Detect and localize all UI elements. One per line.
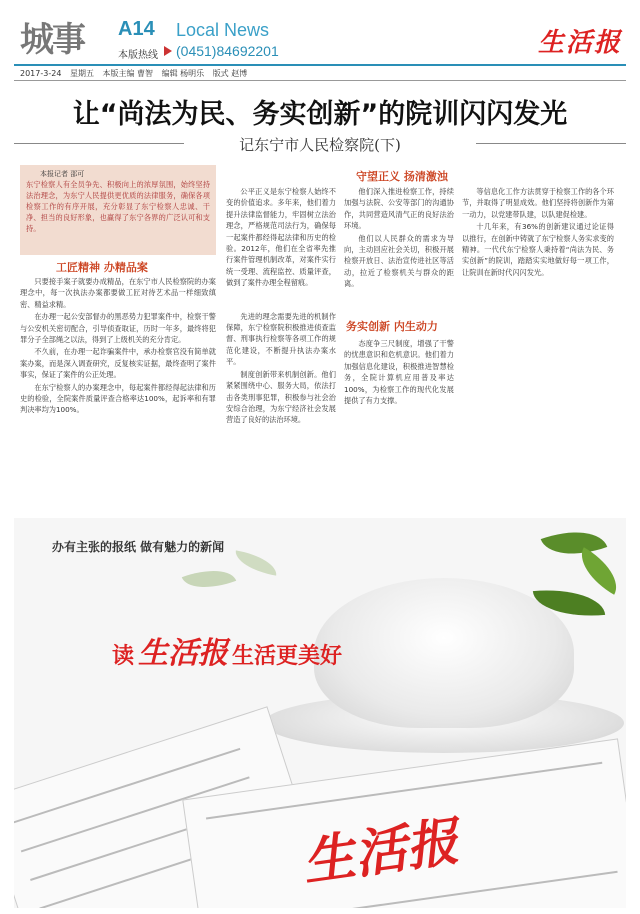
ad-headline [112, 628, 342, 672]
column-2 [226, 186, 336, 427]
advertisement [14, 518, 626, 908]
ad-brand: 生活报 [138, 636, 229, 671]
paragraph: 在办理一起公安部督办的黑恶势力犯罪案件中，检察干警与公安机关密切配合，引导侦查取证，历时一年多，最终将犯罪分子全部绳之以法，得到了上级机关的充分肯定。 [20, 312, 216, 345]
leaf-icon [182, 560, 237, 598]
masthead [14, 8, 626, 64]
dateline-chief-editor: 本版主编 曹智 [102, 69, 154, 78]
page-number: A14 [118, 18, 155, 40]
paper-logo: 生活报 [298, 810, 462, 894]
section-title: 城事 [20, 20, 84, 60]
ad-tagline: 生活更美好 [232, 644, 343, 669]
article-subhead: 记东宁市人民检察院(下) [239, 136, 401, 154]
column-4 [462, 186, 614, 279]
hotline-label: 本版热线 [118, 50, 158, 61]
dateline-date: 2017-3-24 [20, 69, 62, 78]
leaf-icon [571, 547, 626, 595]
header-rule [14, 64, 626, 66]
column-1 [20, 276, 216, 417]
ad-slogan: 办有主张的报纸 做有魅力的新闻 [52, 540, 225, 554]
paragraph: 只要接手案子就要办成精品，在东宁市人民检察院的办案理念中，每一次执法办案都要做工匠对待艺术品一样细致缜密、精益求精。 [20, 277, 216, 309]
paragraph: 他们以人民群众的需求为导向，主动回应社会关切，积极开展检察开放日、法治宣传进社区等活动，拉近了检察机关与群众的距离。 [344, 233, 454, 289]
dateline-rule [14, 80, 626, 81]
dateline-editor: 编辑 杨明乐 [161, 69, 205, 78]
hotline-number: (0451)84692201 [176, 43, 279, 59]
column-3-lower [344, 338, 454, 407]
article-headline: 让“尚法为民、务实创新”的院训闪闪发光 [72, 99, 568, 130]
paragraph: 不久前，在办理一起诈骗案件中，承办检察官没有简单就案办案，而是深入调查研究，反复核实证据，最终查明了案件事实，保证了案件的公正处理。 [20, 347, 216, 380]
paragraph: 他们深入推进检察工作，持续加强与法院、公安等部门的沟通协作，共同营造风清气正的良好法治环境。 [344, 187, 454, 231]
paragraph: 在东宁检察人的办案理念中，每起案件都经得起法律和历史的检验，全院案件质量评查合格率达100%，起诉率和有罪判决率均为100%。 [20, 382, 216, 415]
section-english-title: Local News [176, 20, 270, 40]
paragraph: 制度创新带来机制创新。他们紧紧围绕中心、服务大局，依法打击各类刑事犯罪，积极参与社会治安综合治理，为东宁经济社会发展营造了良好的法治环境。 [226, 369, 336, 425]
section-heading-2: 守望正义 扬清激浊 [356, 170, 448, 183]
dateline-layout: 版式 赵博 [212, 69, 248, 78]
intro-box [20, 165, 216, 255]
byline: 本报记者 邵可 [40, 170, 85, 178]
subhead-block [14, 134, 626, 152]
paragraph: 十几年来，有36%的创新建议通过论证得以推行，在创新中铸就了东宁检察人务实求变的精神。一代代东宁检察人秉持着“尚法为民、务实创新”的院训，踏踏实实地做好每一项工作，让院训在新时代闪闪发光。 [462, 222, 614, 277]
intro-text: 东宁检察人有全员争先、积极向上的浓厚氛围，始终坚持法治理念，为东宁人民提供更优质的法律服务，确保各项检察工作的有序开展，充分彰显了东宁检察人忠诚、干净、担当的良好形象，也赢得了东宁各界的广泛认可和支持。 [26, 180, 210, 233]
dateline-weekday: 星期五 [69, 69, 94, 78]
paragraph: 态度争三尺制度，增强了干警的忧患意识和危机意识。他们着力加强信息化建设，积极推进智慧检务，全院计算机应用普及率达100%，为检察工作的现代化发展提供了有力支撑。 [344, 339, 454, 406]
ad-read-text: 读 [112, 644, 135, 669]
paragraph: 先进的理念需要先进的机制作保障，东宁检察院积极推进侦查监督、刑事执行检察等各项工作的规范化建设，不断提升执法办案水平。 [226, 311, 336, 367]
section-heading-3: 务实创新 内生动力 [346, 320, 438, 333]
column-3 [344, 186, 454, 291]
arrow-icon [164, 46, 172, 56]
dateline [20, 68, 253, 79]
section-heading-1: 工匠精神 办精品案 [56, 261, 148, 274]
coffee-cup-image [314, 578, 574, 728]
newspaper-logo: 生活报 [537, 28, 622, 58]
paragraph: 等信息化工作方法贯穿于检察工作的各个环节，并取得了明显成效。他们坚持将创新作为第一动力，以党建带队建，以队建促检建。 [462, 187, 614, 219]
leaf-icon [233, 550, 279, 575]
paragraph: 公平正义是东宁检察人始终不变的价值追求。多年来，他们着力提升法律监督能力，牢固树立法治理念，严格规范司法行为，确保每一起案件都经得起法律和历史的检验。2012年，他们在全省率先推行案件管理机制改革，对案件实行统一受理、流程监控、质量评查，做到了案件办理全程留痕。 [226, 187, 336, 288]
